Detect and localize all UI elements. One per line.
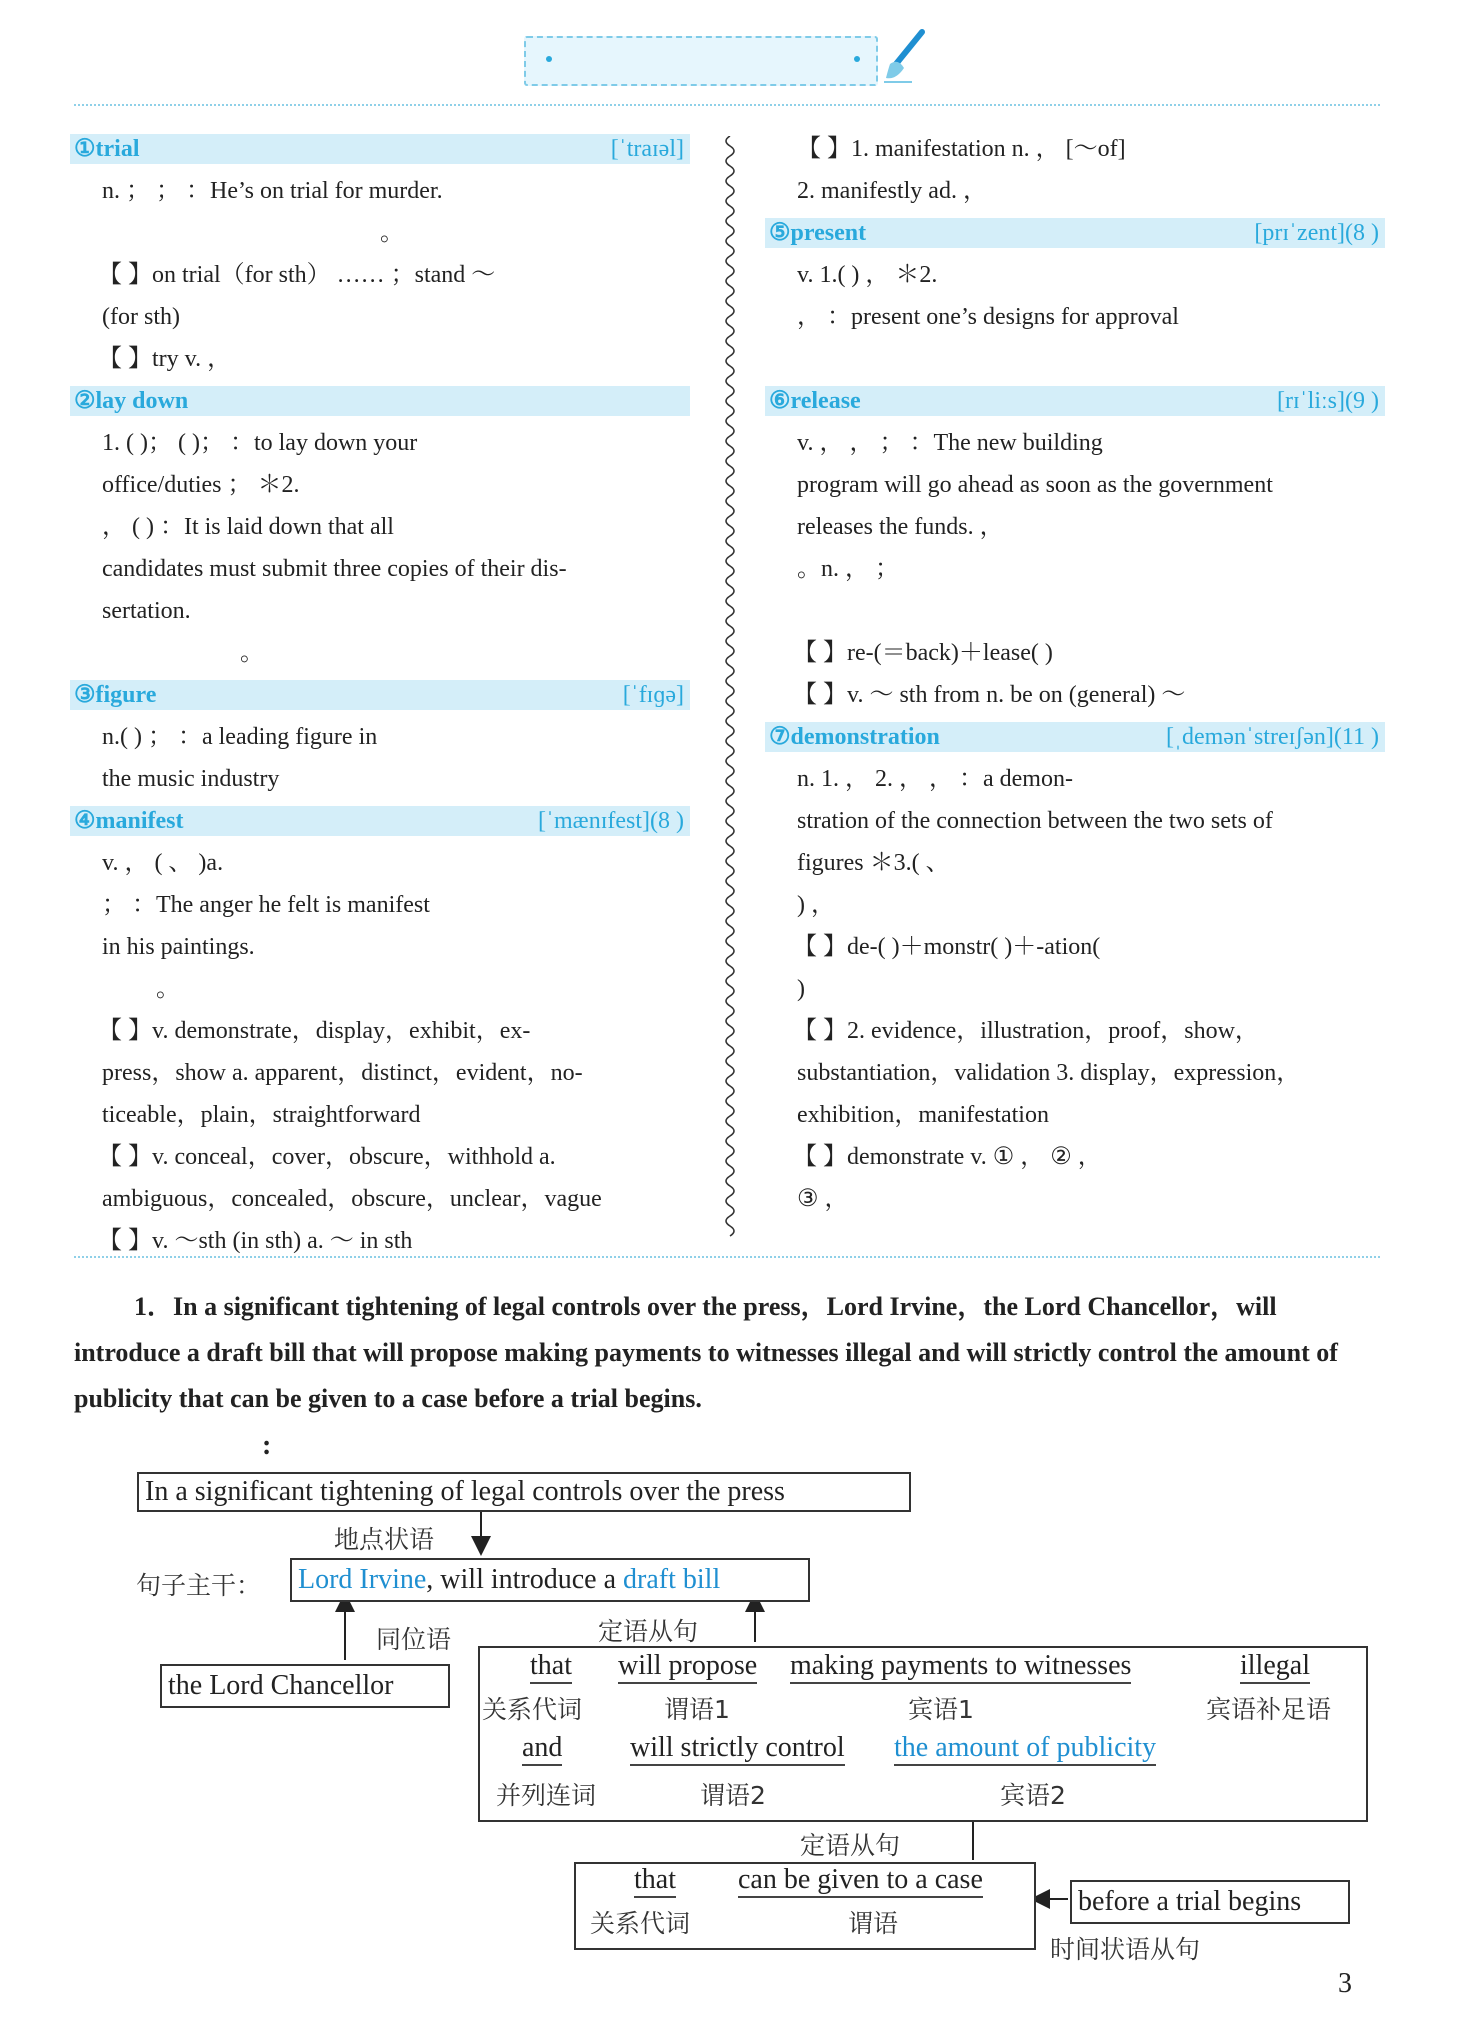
entry-text: candidates must submit three copies of their dis- bbox=[102, 556, 567, 582]
relative-pronoun: that bbox=[530, 1650, 572, 1684]
entry-heading-figure: ③figure [ˈfɪɡə] bbox=[70, 680, 690, 710]
label-predicate-1: 谓语1 bbox=[664, 1695, 730, 1724]
entry-heading-trial: ①trial [ˈtraɪəl] bbox=[70, 134, 690, 164]
entry-text: (for sth) bbox=[102, 304, 180, 330]
predicate-3: can be given to a case bbox=[738, 1864, 983, 1898]
entry-text: ) ， bbox=[797, 892, 835, 918]
entry-text: ambiguous，concealed，obscure，unclear，vague bbox=[102, 1186, 602, 1212]
entry-text: 。 bbox=[156, 976, 180, 1002]
entry-text: 【 】re-(＝back)＋lease( ) bbox=[793, 640, 1053, 666]
relative-pronoun-2: that bbox=[634, 1864, 676, 1898]
entry-text: 2. manifestly ad. ， bbox=[797, 178, 987, 204]
label-relative-pronoun-2: 关系代词 bbox=[590, 1909, 691, 1938]
entry-text: 【 】de-( )＋monstr( )＋-ation( bbox=[793, 934, 1101, 960]
label-object-1: 宾语1 bbox=[908, 1695, 974, 1724]
label-time-clause: 时间状语从句 bbox=[1050, 1935, 1201, 1964]
diagram-box-main-clause bbox=[290, 1558, 810, 1602]
entry-text: program will go ahead as soon as the government bbox=[797, 472, 1273, 498]
entry-text: n. ； ； ：He’s on trial for murder. bbox=[102, 178, 443, 204]
entry-text: 。 bbox=[380, 220, 404, 246]
entry-text: 【 】try v. ， bbox=[98, 346, 232, 372]
entry-text: 【 】v. ～ sth from n. be on (general) ～ bbox=[793, 682, 1186, 708]
object-text: draft bill bbox=[623, 1564, 721, 1595]
entry-text: 1. ( )； ( )； ：to lay down your bbox=[102, 430, 418, 456]
entry-text: 【 】2. evidence，illustration，proof，show， bbox=[793, 1018, 1259, 1044]
entry-text: 。 bbox=[240, 640, 264, 666]
diagram-box-place-phrase: In a significant tightening of legal controls over the press bbox=[137, 1472, 911, 1512]
entry-text: ③ ， bbox=[797, 1186, 849, 1212]
entry-text: stration of the connection between the two sets of bbox=[797, 808, 1273, 834]
entry-heading-manifest: ④manifest [ˈmænɪfest](8 ) bbox=[70, 806, 690, 836]
entry-heading-lay-down: ②lay down bbox=[70, 386, 690, 416]
label-predicate-3: 谓语 bbox=[848, 1909, 899, 1938]
entry-text: the music industry bbox=[102, 766, 280, 792]
verb-text: , will introduce a bbox=[426, 1564, 624, 1595]
entry-text: 【 】v. conceal，cover，obscure，withhold a. bbox=[98, 1144, 556, 1170]
entry-text: ) bbox=[797, 976, 805, 1002]
page-number: 3 bbox=[1338, 1968, 1352, 1999]
label-attributive-clause-2: 定语从句 bbox=[800, 1831, 901, 1860]
entry-text: ， ( ) ：It is laid down that all bbox=[102, 514, 394, 540]
entry-text: n. 1. ， 2. ， ， ：a demon- bbox=[797, 766, 1073, 792]
entry-text: 【 】demonstrate v. ① ， ② ， bbox=[793, 1144, 1102, 1170]
object-2: the amount of publicity bbox=[894, 1732, 1156, 1766]
label-appositive: 同位语 bbox=[376, 1625, 452, 1654]
label-object-complement: 宾语补足语 bbox=[1206, 1695, 1332, 1724]
predicate-2: will strictly control bbox=[630, 1732, 845, 1766]
diagram-box-time-clause: before a trial begins bbox=[1070, 1880, 1350, 1924]
label-relative-pronoun: 关系代词 bbox=[482, 1695, 583, 1724]
label-adverbial-place: 地点状语 bbox=[334, 1525, 435, 1554]
object-complement: illegal bbox=[1240, 1650, 1310, 1684]
entry-text: v. ， ( 、 )a. bbox=[102, 850, 224, 876]
entry-text: sertation. bbox=[102, 598, 191, 624]
entry-text: ， ：present one’s designs for approval bbox=[797, 304, 1179, 330]
entry-text: office/duties ； ＊2. bbox=[102, 472, 300, 498]
label-attributive-clause: 定语从句 bbox=[598, 1617, 699, 1646]
entry-text: ； ：The anger he felt is manifest bbox=[102, 892, 430, 918]
diagram-box-appositive: the Lord Chancellor bbox=[160, 1664, 450, 1708]
predicate-1: will propose bbox=[618, 1650, 757, 1684]
entry-text: v. ， ， ； ：The new building bbox=[797, 430, 1103, 456]
subject-text: Lord Irvine bbox=[298, 1564, 427, 1595]
entry-text: releases the funds. ， bbox=[797, 514, 1004, 540]
analysis-label: : bbox=[262, 1430, 272, 1461]
entry-text: v. 1.( ) ， ＊2. bbox=[797, 262, 938, 288]
label-conjunction: 并列连词 bbox=[496, 1781, 597, 1810]
label-main-clause: 句子主干： bbox=[136, 1571, 262, 1600]
entry-text: 【 】v. ～sth (in sth) a. ～ in sth bbox=[98, 1228, 413, 1254]
entry-text: substantiation，validation 3. display，expression， bbox=[797, 1060, 1301, 1086]
entry-text: n.( ) ； ：a leading figure in bbox=[102, 724, 378, 750]
entry-text: in his paintings. bbox=[102, 934, 255, 960]
entry-text: 【 】on trial（for sth） …… ；stand ～ bbox=[98, 262, 496, 288]
entry-text: 【 】v. demonstrate，display，exhibit，ex- bbox=[98, 1018, 531, 1044]
entry-heading-demonstration: ⑦demonstration [ˌdemənˈstreɪʃən](11 ) bbox=[765, 722, 1385, 752]
entry-text: 。n. ， ； bbox=[797, 556, 899, 582]
entry-text: ticeable，plain，straightforward bbox=[102, 1102, 421, 1128]
entry-text: press，show a. apparent，distinct，evident，no- bbox=[102, 1060, 583, 1086]
entry-heading-present: ⑤present [prɪˈzent](8 ) bbox=[765, 218, 1385, 248]
label-predicate-2: 谓语2 bbox=[700, 1781, 766, 1810]
entry-text: 【 】1. manifestation n. ， [～of] bbox=[797, 136, 1126, 162]
object-1: making payments to witnesses bbox=[790, 1650, 1131, 1684]
entry-text: figures ＊3.( 、 bbox=[797, 850, 950, 876]
entry-heading-release: ⑥release [rɪˈliːs](9 ) bbox=[765, 386, 1385, 416]
label-object-2: 宾语2 bbox=[1000, 1781, 1066, 1810]
entry-text: exhibition，manifestation bbox=[797, 1102, 1049, 1128]
conjunction: and bbox=[522, 1732, 562, 1766]
question-sentence: 1．In a significant tightening of legal controls over the press，Lord Irvine，the Lord Chancellor，will introduce a draft bill that will propose making payments to witnesses illegal and will strictly control the amount of publicity that can be given to a case before a trial begins. bbox=[74, 1292, 1338, 1413]
